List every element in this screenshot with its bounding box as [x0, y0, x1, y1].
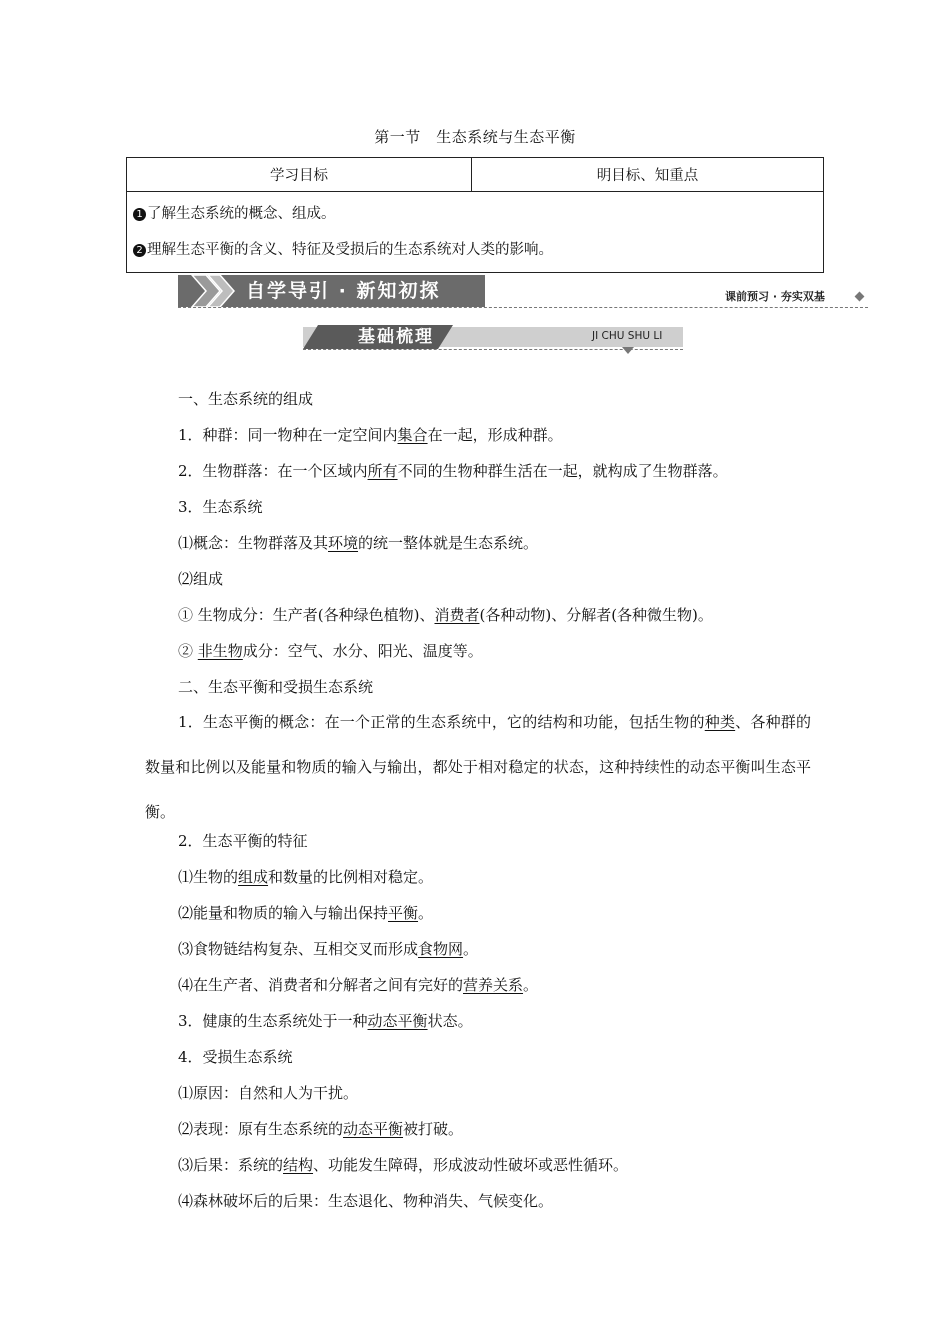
text-line: ① 生物成分：生产者(各种绿色植物)、消费者(各种动物)、分解者(各种微生物)。	[178, 606, 713, 624]
goal-item	[133, 232, 817, 268]
text-line: 2．生态平衡的特征	[178, 832, 308, 850]
text-line: ⑵组成	[178, 570, 224, 588]
text-line: ⑵表现：原有生态系统的动态平衡被打破。	[178, 1120, 464, 1138]
text-line: ⑴生物的组成和数量的比例相对稳定。	[178, 868, 434, 886]
learning-goals-table	[126, 157, 824, 273]
subheader-title: 基础梳理	[358, 327, 434, 347]
section-heading: 一、生态系统的组成	[178, 390, 314, 408]
text-line: ⑵能量和物质的输入与输出保持平衡。	[178, 904, 434, 922]
goal-item	[133, 196, 817, 232]
goal-text: 理解生态平衡的含义、特征及受损后的生态系统对人类的影响。	[147, 242, 553, 258]
paragraph: 1．生态平衡的概念：在一个正常的生态系统中，它的结构和功能，包括生物的种类、各种群的数量和比例以及能量和物质的输入与输出，都处于相对稳定的状态，这种持续性的动态平衡叫生态平衡。	[145, 713, 811, 821]
goal-text: 了解生态系统的概念、组成。	[147, 206, 336, 222]
banner-title	[246, 276, 440, 306]
text-line: ⑷在生产者、消费者和分解者之间有完好的营养关系。	[178, 976, 539, 994]
section-heading: 二、生态平衡和受损生态系统	[178, 678, 374, 696]
banner-title-b: 新知初探	[356, 280, 441, 302]
text-line: ⑴原因：自然和人为干扰。	[178, 1084, 359, 1102]
text-line: 4．受损生态系统	[178, 1048, 293, 1066]
banner-title-a: 自学导引 ·	[246, 280, 357, 302]
number-badge-icon: 2	[133, 244, 146, 257]
text-line: ⑶后果：系统的结构、功能发生障碍，形成波动性破坏或恶性循环。	[178, 1156, 629, 1174]
text-line: ② 非生物成分：空气、水分、阳光、温度等。	[178, 642, 483, 660]
text-line: ⑴概念：生物群落及其环境的统一整体就是生态系统。	[178, 534, 539, 552]
banner-divider	[178, 307, 868, 308]
text-line: 3．健康的生态系统处于一种动态平衡状态。	[178, 1012, 473, 1030]
text-line: 1．种群：同一物种在一定空间内集合在一起，形成种群。	[178, 426, 563, 444]
table-header-left: 学习目标	[127, 158, 472, 192]
table-header-right: 明目标、知重点	[472, 158, 824, 192]
text-line: 2．生物群落：在一个区域内所有不同的生物种群生活在一起，就构成了生物群落。	[178, 462, 728, 480]
goals-cell	[127, 192, 824, 273]
text-line: ⑶食物链结构复杂、互相交叉而形成食物网。	[178, 940, 479, 958]
double-chevron-icon	[184, 271, 244, 311]
text-line: ⑷森林破坏后的后果：生态退化、物种消失、气候变化。	[178, 1192, 554, 1210]
banner-subtitle: 课前预习 · 夯实双基	[725, 290, 825, 303]
text-line: 3．生态系统	[178, 498, 263, 516]
down-arrow-icon	[622, 347, 634, 354]
subheader-pinyin: JI CHU SHU LI	[592, 330, 663, 342]
page-title: 第一节 生态系统与生态平衡	[374, 128, 576, 146]
number-badge-icon: 1	[133, 208, 146, 221]
diamond-icon	[855, 292, 865, 302]
